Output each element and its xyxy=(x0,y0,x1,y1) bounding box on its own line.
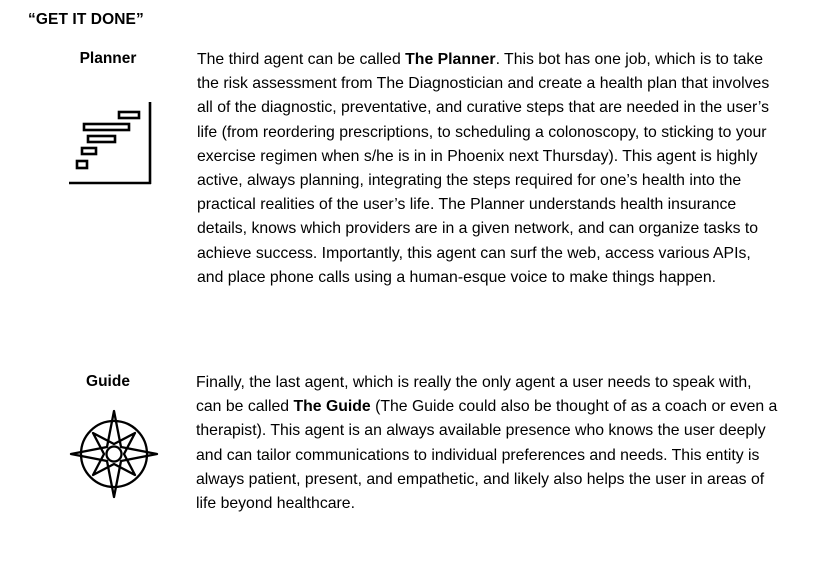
planner-label: Planner xyxy=(79,50,137,67)
guide-label: Guide xyxy=(86,373,130,390)
compass-rose-icon xyxy=(68,408,160,500)
guide-name: The Guide xyxy=(293,398,371,416)
guide-description: Finally, the last agent, which is really the only agent a user needs to speak with, can be called The Guide (The Guide could also be thought of as a coach or even a therapist). This agent is an always available presence who knows the user deeply and can tailor communications to individual preferences and needs. This entity is always patient, present, and empathetic, and likely also helps the user in areas of life beyond healthcare. xyxy=(196,374,778,513)
planner-name: The Planner xyxy=(405,51,496,68)
bar-chart-steps-icon xyxy=(66,98,156,188)
section-title: “GET IT DONE” xyxy=(28,11,144,28)
planner-description: The third agent can be called The Planner. This bot has one job, which is to take the risk assessment from The Diagnostician and create a health plan that involves all of the diagnostic, preventative, and curative steps that are needed in the user’s life (from reordering prescriptions, to scheduling a colonoscopy, to sticking to your exercise regimen when s/he is in in Phoenix next Thursday). This agent is highly active, always planning, integrating the steps required for one’s health into the practical realities of the user’s life. The Planner understands health insurance details, knows which providers are in a given network, and can organize tasks to achieve success. Importantly, this agent can surf the web, access various APIs, and place phone calls using a human-esque voice to make things happen. xyxy=(197,51,770,286)
